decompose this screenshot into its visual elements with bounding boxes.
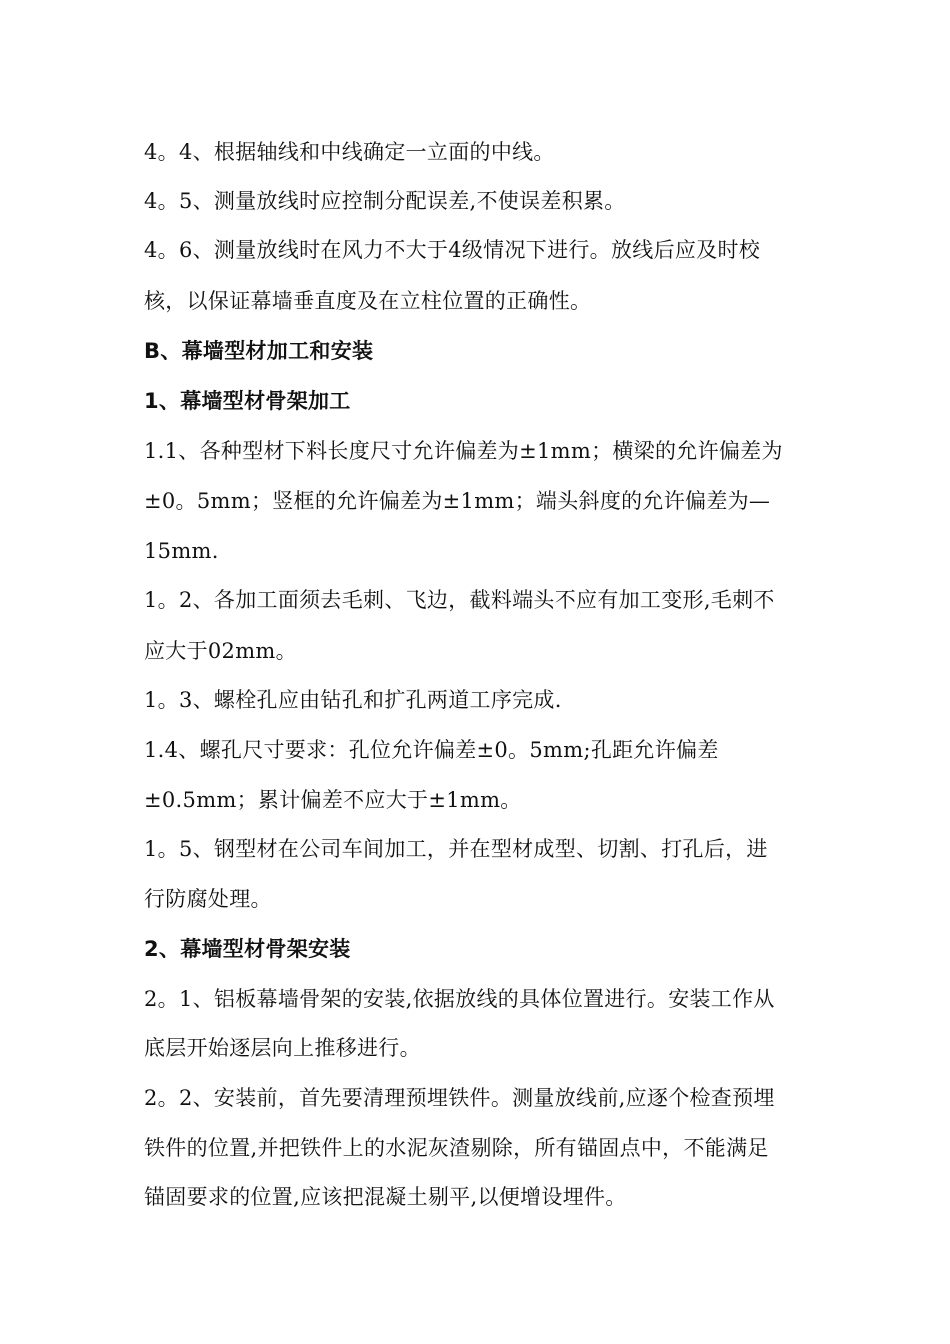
text-line-1-1-part3: 15mm. bbox=[144, 539, 219, 563]
text-line-1-1-part2: ±0。5mm；竖框的允许偏差为±1mm；端头斜度的允许偏差为— bbox=[144, 489, 771, 513]
text-line-1-2-part1: 1。2、各加工面须去毛刺、飞边，截料端头不应有加工变形,毛刺不 bbox=[144, 588, 775, 612]
text-line-1-2-part2: 应大于02mm。 bbox=[144, 639, 297, 663]
text-line-1-3: 1。3、螺栓孔应由钻孔和扩孔两道工序完成. bbox=[144, 688, 562, 712]
text-line-4-6-part2: 核，以保证幕墙垂直度及在立柱位置的正确性。 bbox=[144, 289, 592, 313]
text-line-1-4-part1: 1.4、螺孔尺寸要求：孔位允许偏差±0。5mm;孔距允许偏差 bbox=[144, 738, 719, 762]
text-line-2-2-part3: 锚固要求的位置,应该把混凝土剔平,以便增设埋件。 bbox=[144, 1185, 627, 1209]
text-line-2-1-part1: 2。1、铝板幕墙骨架的安装,依据放线的具体位置进行。安装工作从 bbox=[144, 987, 775, 1011]
text-line-2-2-part2: 铁件的位置,并把铁件上的水泥灰渣剔除，所有锚固点中，不能满足 bbox=[144, 1136, 769, 1160]
section-heading-b: B、幕墙型材加工和安装 bbox=[144, 339, 374, 363]
text-line-1-1-part1: 1.1、各种型材下料长度尺寸允许偏差为±1mm；横梁的允许偏差为 bbox=[144, 439, 783, 463]
text-line-4-5: 4。5、测量放线时应控制分配误差,不使误差积累。 bbox=[144, 189, 626, 213]
text-line-1-5-part1: 1。5、钢型材在公司车间加工，并在型材成型、切割、打孔后，进 bbox=[144, 837, 768, 861]
text-line-4-6-part1: 4。6、测量放线时在风力不大于4级情况下进行。放线后应及时校 bbox=[144, 238, 761, 262]
subsection-heading-1: 1、幕墙型材骨架加工 bbox=[144, 389, 351, 413]
text-line-4-4: 4。4、根据轴线和中线确定一立面的中线。 bbox=[144, 140, 555, 164]
subsection-heading-2: 2、幕墙型材骨架安装 bbox=[144, 937, 351, 961]
text-line-1-5-part2: 行防腐处理。 bbox=[144, 887, 272, 911]
text-line-2-2-part1: 2。2、安装前，首先要清理预埋铁件。测量放线前,应逐个检查预埋 bbox=[144, 1086, 775, 1110]
text-line-2-1-part2: 底层开始逐层向上推移进行。 bbox=[144, 1036, 421, 1060]
text-line-1-4-part2: ±0.5mm；累计偏差不应大于±1mm。 bbox=[144, 788, 522, 812]
